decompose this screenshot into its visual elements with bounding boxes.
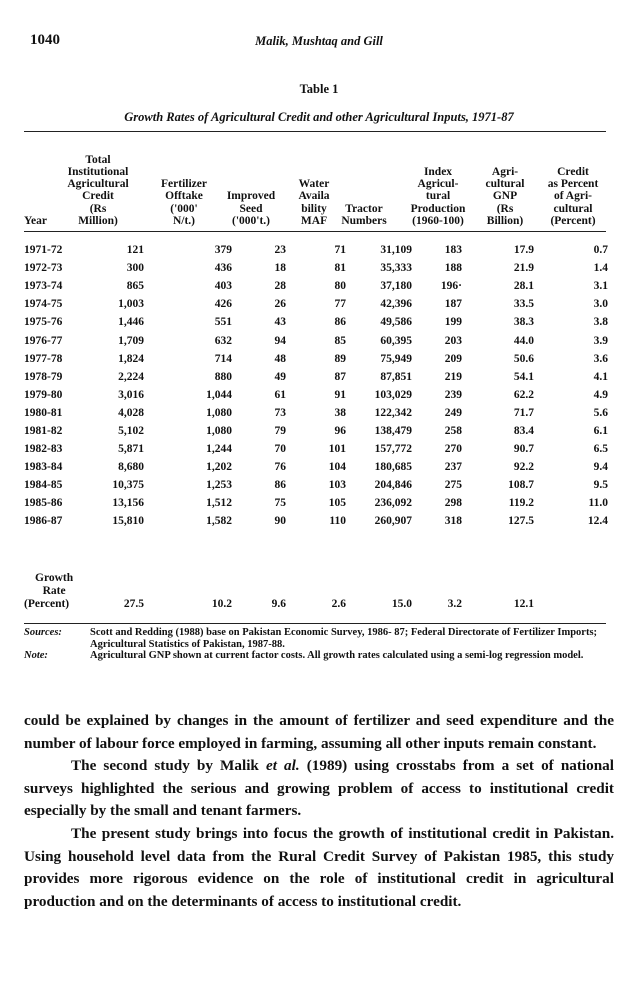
value-cell: 260,907 xyxy=(374,515,412,528)
column-header-line: Seed xyxy=(239,202,263,215)
value-cell: 42,396 xyxy=(380,298,412,311)
value-cell: 49 xyxy=(274,370,286,383)
value-cell: 1,446 xyxy=(118,316,144,329)
column-header-line: MAF xyxy=(300,214,328,227)
value-cell: 3.6 xyxy=(593,352,608,365)
value-cell: 4.9 xyxy=(593,388,608,401)
value-cell: 298 xyxy=(444,497,462,510)
column-header-line: GNP xyxy=(492,190,518,203)
table-row xyxy=(24,313,608,331)
column-header-line: bility xyxy=(301,202,327,215)
value-cell: 1,824 xyxy=(118,352,144,365)
column-header-line: Fertilizer xyxy=(161,178,207,191)
column-header-line: Index xyxy=(423,166,453,178)
value-cell: 5,871 xyxy=(118,443,144,456)
value-cell: 48 xyxy=(274,352,286,365)
value-cell: 403 xyxy=(214,280,232,293)
column-header-line: Numbers xyxy=(341,214,387,227)
value-cell: 12.4 xyxy=(587,515,608,528)
value-cell: 2,224 xyxy=(118,370,144,383)
value-cell: 103,029 xyxy=(374,388,412,401)
value-cell: 318 xyxy=(444,515,462,528)
value-cell: 75 xyxy=(274,497,286,510)
value-cell: 3.1 xyxy=(593,280,608,293)
value-cell: 80 xyxy=(334,280,346,293)
value-cell: 79 xyxy=(274,424,286,437)
table-row xyxy=(24,277,608,295)
table-rule-mid xyxy=(24,231,606,232)
year-cell: 1976-77 xyxy=(24,334,63,347)
value-cell: 23 xyxy=(274,244,286,257)
column-header-line: Water xyxy=(298,178,330,191)
value-cell: 138,479 xyxy=(374,424,412,437)
value-cell: 37,180 xyxy=(380,280,412,293)
value-cell: 31,109 xyxy=(380,244,412,257)
value-cell: 180,685 xyxy=(374,461,412,474)
value-cell: 300 xyxy=(126,262,144,275)
table-rule-top xyxy=(24,131,606,132)
value-cell: 632 xyxy=(214,334,232,347)
year-cell: 1986-87 xyxy=(24,515,63,528)
data-table xyxy=(24,241,608,531)
value-cell: 379 xyxy=(214,244,232,257)
value-cell: 90 xyxy=(274,515,286,528)
value-cell: 1,709 xyxy=(118,334,144,347)
table-row xyxy=(24,386,608,404)
value-cell: 38 xyxy=(334,406,346,419)
value-cell: 43 xyxy=(274,316,286,329)
value-cell: 1,003 xyxy=(118,298,144,311)
value-cell: 12.1 xyxy=(513,598,534,610)
value-cell: 85 xyxy=(334,334,346,347)
value-cell: 38.3 xyxy=(513,316,534,329)
table-row xyxy=(24,458,608,476)
column-header xyxy=(400,166,476,227)
value-cell: 6.5 xyxy=(593,443,608,456)
value-cell: 9.5 xyxy=(593,479,608,492)
value-cell xyxy=(534,596,608,612)
column-header-line: Offtake xyxy=(165,190,203,203)
value-cell: 9.6 xyxy=(271,598,286,610)
column-header-line: N/t.) xyxy=(172,214,196,227)
growth-table xyxy=(24,596,608,612)
table-notes xyxy=(24,627,614,662)
column-header-line: (1960-100) xyxy=(412,214,464,227)
column-header-line: (Rs xyxy=(496,202,514,215)
table-label: Table 1 xyxy=(299,82,339,96)
value-cell: 62.2 xyxy=(513,388,534,401)
value-cell: 714 xyxy=(214,352,232,365)
value-cell: 92.2 xyxy=(513,461,534,474)
value-cell: 27.5 xyxy=(123,598,144,610)
column-header xyxy=(62,154,134,227)
value-cell: 258 xyxy=(444,424,462,437)
value-cell: 880 xyxy=(214,370,232,383)
value-cell: 104 xyxy=(328,461,346,474)
year-cell: 1980-81 xyxy=(24,406,63,419)
value-cell: 108.7 xyxy=(508,479,534,492)
value-cell: 71 xyxy=(334,244,346,257)
value-cell: 204,846 xyxy=(374,479,412,492)
value-cell: 4,028 xyxy=(118,406,144,419)
year-cell: 1985-86 xyxy=(24,497,63,510)
year-cell: 1981-82 xyxy=(24,424,63,437)
value-cell: 1,080 xyxy=(206,406,232,419)
value-cell: 94 xyxy=(274,334,286,347)
year-cell: 1973-74 xyxy=(24,280,63,293)
value-cell: 83.4 xyxy=(513,424,534,437)
value-cell: 1,244 xyxy=(206,443,232,456)
value-cell: 15,810 xyxy=(112,515,144,528)
value-cell: 17.9 xyxy=(513,244,534,257)
column-header-line: Million) xyxy=(78,214,118,227)
year-cell: (Percent) xyxy=(24,598,70,610)
value-cell: 86 xyxy=(274,479,286,492)
value-cell: 1,582 xyxy=(206,515,232,528)
value-cell: 13,156 xyxy=(112,497,144,510)
value-cell: 219 xyxy=(444,370,462,383)
table-row xyxy=(24,512,608,530)
year-cell: 1972-73 xyxy=(24,262,63,275)
value-cell: 70 xyxy=(274,443,286,456)
note-key: Note: xyxy=(24,650,48,661)
year-cell: 1977-78 xyxy=(24,352,63,365)
paragraph-2-part-a: The second study by Malik xyxy=(71,757,266,775)
column-header-line: cultural xyxy=(553,202,593,215)
table-row xyxy=(24,440,608,458)
value-cell: 1,044 xyxy=(206,388,232,401)
column-header-line: (Percent) xyxy=(550,214,596,227)
column-header xyxy=(330,203,398,227)
column-header-line: Tractor xyxy=(345,202,383,215)
column-header-line: Credit xyxy=(557,166,589,178)
column-header-line: ('000't.) xyxy=(231,214,270,227)
value-cell: 101 xyxy=(328,443,346,456)
value-cell: 61 xyxy=(274,388,286,401)
column-header-line: Improved xyxy=(226,190,276,203)
column-header xyxy=(148,178,220,227)
note-text: Agricultural GNP shown at current factor costs. All growth rates calculated using a semi-log regression model. xyxy=(90,650,584,661)
note-row xyxy=(24,650,614,662)
value-cell: 96 xyxy=(334,424,346,437)
value-cell: 10,375 xyxy=(112,479,144,492)
value-cell: 81 xyxy=(334,262,346,275)
value-cell: 91 xyxy=(334,388,346,401)
value-cell: 103 xyxy=(328,479,346,492)
table-row xyxy=(24,368,608,386)
running-head: Malik, Mushtaq and Gill xyxy=(255,34,383,48)
value-cell: 87 xyxy=(334,370,346,383)
value-cell: 1,080 xyxy=(206,424,232,437)
value-cell: 1,253 xyxy=(206,479,232,492)
value-cell: 49,586 xyxy=(380,316,412,329)
year-cell: 1979-80 xyxy=(24,388,63,401)
column-header-line: Agricul- xyxy=(417,178,459,191)
value-cell: 183 xyxy=(444,244,462,257)
column-header-line: Year xyxy=(24,214,47,227)
value-cell: 8,680 xyxy=(118,461,144,474)
value-cell: 199 xyxy=(444,316,462,329)
value-cell: 551 xyxy=(214,316,232,329)
value-cell: 119.2 xyxy=(508,497,534,510)
value-cell: 3.2 xyxy=(447,598,462,610)
et-al: et al. xyxy=(265,757,300,775)
value-cell: 50.6 xyxy=(513,352,534,365)
value-cell: 187 xyxy=(444,298,462,311)
column-header-line: tural xyxy=(425,190,451,203)
table-row xyxy=(24,350,608,368)
year-cell: 1983-84 xyxy=(24,461,63,474)
value-cell: 87,851 xyxy=(380,370,412,383)
growth-label-line: Growth xyxy=(35,572,74,584)
value-cell: 75,949 xyxy=(380,352,412,365)
value-cell: 5.6 xyxy=(593,406,608,419)
value-cell: 188 xyxy=(444,262,462,275)
value-cell: 270 xyxy=(444,443,462,456)
value-cell: 10.2 xyxy=(211,598,232,610)
table-row xyxy=(24,241,608,259)
value-cell: 54.1 xyxy=(513,370,534,383)
value-cell: 71.7 xyxy=(513,406,534,419)
column-header-line: Billion) xyxy=(486,214,524,227)
value-cell: 275 xyxy=(444,479,462,492)
value-cell: 26 xyxy=(274,298,286,311)
column-header xyxy=(218,190,284,227)
value-cell: 73 xyxy=(274,406,286,419)
value-cell: 203 xyxy=(444,334,462,347)
column-header-line: Agri- xyxy=(491,166,519,178)
value-cell: 105 xyxy=(328,497,346,510)
sources-row xyxy=(24,627,614,650)
value-cell: 426 xyxy=(214,298,232,311)
value-cell: 2.6 xyxy=(331,598,346,610)
value-cell: 196· xyxy=(440,280,462,293)
value-cell: 1.4 xyxy=(593,262,608,275)
table-row xyxy=(24,331,608,349)
value-cell: 121 xyxy=(126,244,144,257)
value-cell: 11.0 xyxy=(588,497,608,510)
table-row xyxy=(24,404,608,422)
year-cell: 1984-85 xyxy=(24,479,63,492)
year-cell: 1978-79 xyxy=(24,370,63,383)
value-cell: 15.0 xyxy=(391,598,412,610)
sources-text: Scott and Redding (1988) base on Pakistan Economic Survey, 1986- 87; Federal Directorate of Fertilizer Imports; Agricultural Statistics of Pakistan, 1987-88. xyxy=(90,627,598,650)
value-cell: 1,512 xyxy=(206,497,232,510)
paragraph-1: could be explained by changes in the amount of fertilizer and seed expenditure and the number of labour force employed in farming, assuming all other inputs remain constant. xyxy=(24,712,614,752)
year-cell: 1975-76 xyxy=(24,316,63,329)
value-cell: 110 xyxy=(329,515,346,528)
column-header xyxy=(474,166,536,227)
year-cell: 1982-83 xyxy=(24,443,63,456)
value-cell: 0.7 xyxy=(593,244,608,257)
value-cell: 122,342 xyxy=(374,406,412,419)
value-cell: 86 xyxy=(334,316,346,329)
value-cell: 18 xyxy=(274,262,286,275)
value-cell: 90.7 xyxy=(513,443,534,456)
paragraph-2 xyxy=(24,755,614,823)
page-number: 1040 xyxy=(30,32,60,48)
value-cell: 35,333 xyxy=(380,262,412,275)
column-header-line: Credit xyxy=(82,190,114,203)
column-header-line: Total xyxy=(85,153,111,166)
value-cell: 3.0 xyxy=(593,298,608,311)
paragraph-3: The present study brings into focus the growth of institutional credit in Pakistan. Using household level data from the Rural Credit Survey of Pakistan 1985, this study provides more rigorous evidence on the role of institutional credit in agricultural production and on the determinants of access to institutional credit. xyxy=(24,824,614,910)
value-cell: 157,772 xyxy=(374,443,412,456)
growth-label-line: Rate xyxy=(42,584,66,597)
value-cell: 3.9 xyxy=(593,334,608,347)
column-header-line: Institutional xyxy=(67,166,129,178)
table-row xyxy=(24,295,608,313)
column-header xyxy=(540,166,606,227)
value-cell: 237 xyxy=(444,461,462,474)
value-cell: 6.1 xyxy=(593,424,608,437)
table-row xyxy=(24,259,608,277)
value-cell: 60,395 xyxy=(380,334,412,347)
value-cell: 21.9 xyxy=(513,262,534,275)
value-cell: 239 xyxy=(444,388,462,401)
value-cell: 3,016 xyxy=(118,388,144,401)
column-header-line: ('000' xyxy=(170,202,198,215)
value-cell: 436 xyxy=(214,262,232,275)
value-cell: 9.4 xyxy=(593,461,608,474)
growth-row xyxy=(24,596,608,612)
growth-label xyxy=(35,572,73,597)
value-cell: 209 xyxy=(444,352,462,365)
column-header-line: of Agri- xyxy=(553,190,592,203)
value-cell: 44.0 xyxy=(513,334,534,347)
value-cell: 127.5 xyxy=(508,515,534,528)
body-text xyxy=(24,710,614,913)
value-cell: 1,202 xyxy=(206,461,232,474)
column-header-line: Production xyxy=(410,202,466,215)
column-header-line: cultural xyxy=(485,178,525,191)
value-cell: 89 xyxy=(334,352,346,365)
value-cell: 77 xyxy=(334,298,346,311)
year-cell: 1971-72 xyxy=(24,244,63,257)
table-row xyxy=(24,476,608,494)
column-header-line: Agricultural xyxy=(67,178,129,191)
year-cell: 1974-75 xyxy=(24,298,63,311)
sources-key: Sources: xyxy=(24,627,62,638)
value-cell: 865 xyxy=(126,280,144,293)
value-cell: 249 xyxy=(444,406,462,419)
value-cell: 3.8 xyxy=(593,316,608,329)
value-cell: 28.1 xyxy=(513,280,534,293)
value-cell: 4.1 xyxy=(593,370,608,383)
paragraph-2-part-b: (1989) using crosstabs from a set of national surveys highlighted the serious and growing problem of access to institutional credit especially by the small and tenant farmers. xyxy=(24,757,614,820)
value-cell: 5,102 xyxy=(118,424,144,437)
table-row xyxy=(24,422,608,440)
table-row xyxy=(24,494,608,512)
column-header-line: as Percent xyxy=(547,178,599,191)
value-cell: 28 xyxy=(274,280,286,293)
column-header-line: (Rs xyxy=(89,202,107,215)
value-cell: 33.5 xyxy=(513,298,534,311)
value-cell: 76 xyxy=(274,461,286,474)
value-cell: 236,092 xyxy=(374,497,412,510)
table-caption: Growth Rates of Agricultural Credit and other Agricultural Inputs, 1971-87 xyxy=(124,110,514,124)
column-header-line: Availa xyxy=(298,190,330,203)
table-rule-bottom xyxy=(24,623,606,624)
